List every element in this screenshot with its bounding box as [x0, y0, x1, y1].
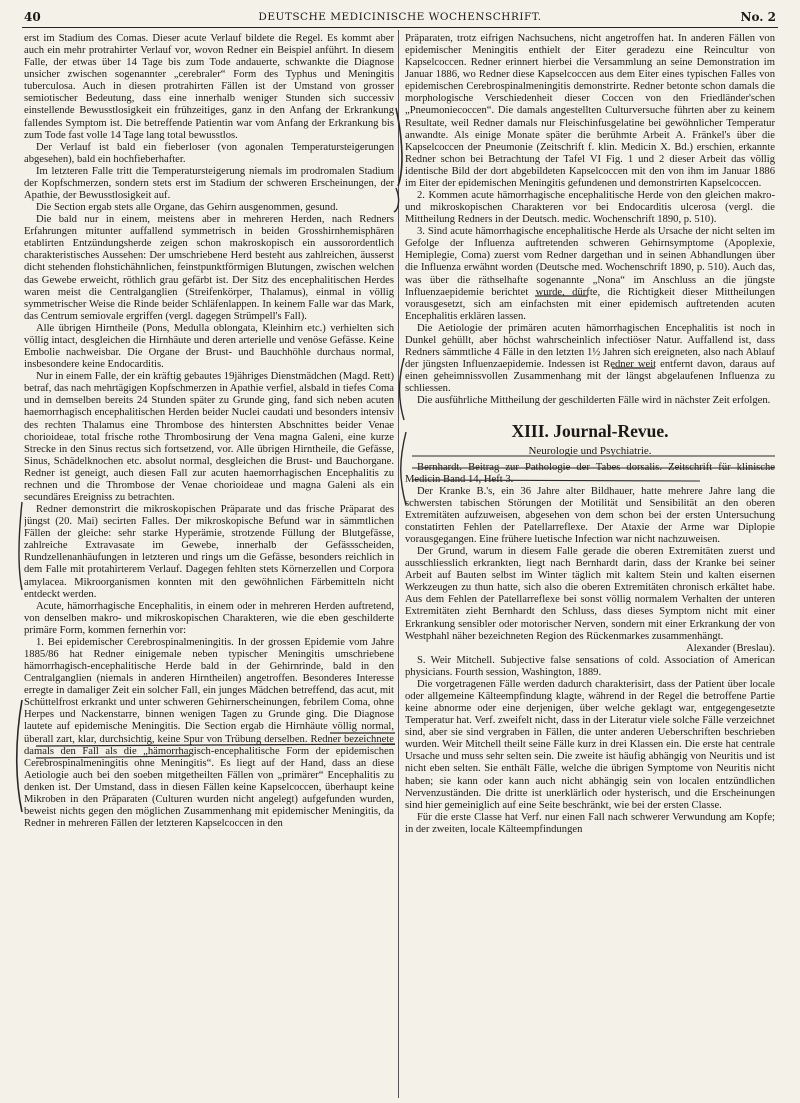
- paragraph: Präparaten, trotz eifrigen Nachsuchens, nicht angetroffen hat. In anderen Fällen von epidemischer Meningitis enthielt der Eiter geradezu eine Reincultur von Kapselcoccen. Redner erinnert hierbei die Versammlung an seine Demonstration im Januar 1886, wo Redner diese Kapselcoccen aus dem Eiter eines typischen Falles von epidemischen Cerebrospinalmeningitis demonstrirte. Redner betonte schon damals die morphologische Verschiedenheit dieser Coccen von den Friedländer'schen „Pneumoniecoccen“. Die damals angestellten Culturversuche führten aber zu keinem Resultate, weil Redner damals nur Fleischinfusgelatine bei gewöhnlicher Temperatur anwandte. Als einige Monate später die berühmte Arbeit A. Fränkel's über die Kapselcoccen der Pneumonie (Zeitschrift f. klin. Medicin X. Bd.) erschien, erkannte Redner schon bei Betrachtung der Tafel VI Fig. 1 und 2 dieser Arbeit das völlig identische Bild der dort abgebildeten Kapselcoccen mit den von ihm im Januar 1886 im Eiter der epidemischen Meningitis gefundenen und demonstrirten Kapselcoccen.: [405, 33, 775, 189]
- paragraph: Die ausführliche Mittheilung der geschilderten Fälle wird in nächster Zeit erfolgen.: [417, 395, 771, 407]
- margin-bracket-mark: [400, 358, 405, 420]
- header-rule: [22, 27, 778, 28]
- paragraph: erst im Stadium des Comas. Dieser acute Verlauf bildete die Regel. Es kommt aber auch ein mehr protrahirter Verlauf vor, wovon Redner ein Beispiel anführt. In diesem Falle, der etwas über 14 Tage bis zum Tode andauerte, schwankte die Diagnose unsicher zwischen sogenannter „cerebraler“ Form des Typhus und Meningitis tuberculosa. Auch in diesen protrahirten Fällen ist der Umstand von grosser semiotischer Bedeutung, dass eine innerhalb weniger Stunden sich successiv einstellende Bewusstlosigkeit ein frühzeitiges, ganz in den Anfang der Erkrankung fallendes Symptom ist. Die betreffende Patientin war vom Anfang der Erkrankung bis zum Tode fast volle 14 Tage lang total bewusstlos.: [24, 33, 394, 141]
- paragraph: 2. Kommen acute hämorrhagische encephalitische Herde von den gleichen makro- und mikroskopischen Charakteren vor bei Endocarditis ulcerosa (vergl. die Mittheilung Redners in der Deutsch. medic. Wochenschrift 1890, p. 510).: [405, 190, 775, 226]
- column-divider: [398, 30, 399, 1098]
- issue-number: No. 2: [740, 10, 776, 24]
- paragraph: Alle übrigen Hirntheile (Pons, Medulla oblongata, Kleinhirn etc.) verhielten sich völlig intact, desgleichen die Hirnhäute und deren arterielle und venöse Gefässe. Keine Embolie nachweisbar. Die Organe der Brust- und Bauchhöhle durchaus normal, insbesondere keine Endocarditis.: [24, 322, 394, 371]
- left-column: [24, 33, 394, 1099]
- paragraph: Im letzteren Falle tritt die Temperatursteigerung niemals im prodromalen Stadium der Kopfschmerzen, sondern stets erst im Stadium der schweren Erscheinungen, der Apathie, der Bewusstlosigkeit auf.: [24, 165, 394, 202]
- page-number: 40: [24, 10, 41, 24]
- paragraph: Der Kranke B.'s, ein 36 Jahre alter Bildhauer, hatte mehrere Jahre lang die schwersten tabischen Störungen der Motilität und Sensibilität an den oberen Extremitäten aufzuweisen, abgesehen von dem schon bei der ersten Untersuchung constatirten Fehlen der Patellarreflexe. Der Ataxie der Arme war Diplopie vorausgegangen. Eine frühere luetische Infection war nicht nachzuweisen.: [405, 485, 775, 545]
- section-heading: XIII. Journal-Revue.: [511, 421, 669, 442]
- paragraph: Acute, hämorrhagische Encephalitis, in einem oder in mehreren Herden auftretend, von denselben makro- und mikroskopischen Charakteren, wie die eben geschilderte primäre Form, kommen fernerhin vor:: [24, 600, 394, 636]
- paragraph: Die Aetiologie der primären acuten hämorrhagischen Encephalitis ist noch in Dunkel gehüllt, aber höchst wahrscheinlich infectiöser Natur. Auffallend ist, dass Redners sämmtliche 4 Fälle in den letzten 1½ Jahren sich ereigneten, also nach Ablauf der jüngsten Influenzaepidemie. Indessen ist Redner weit entfernt davon, daraus auf einen geheimnissvollen Zusammenhang mit der längst abgelaufenen Influenza zu schliessen.: [405, 322, 775, 395]
- paragraph: Redner demonstrirt die mikroskopischen Präparate und das frische Präparat des jüngst (20. Mai) secirten Falles. Der mikroskopische Befund war in sämmtlichen Fällen der gleiche: sehr starke Hyperämie, strotzende Füllung der Blutgefässe, zahlreiche Extravasate im Gewebe, innerhalb der Gefässscheiden, Rundzellenanhäufungen in letzteren und rings um die Gefässe, besonders reichlich in dem Falle mit protahirterem Verlauf. Dagegen fehlten stets Körnerzellen und Corpora amylacea. Mikroorganismen konnten mit den gewöhnlichen Färbemitteln nicht entdeckt werden.: [24, 504, 394, 600]
- right-column: [405, 33, 775, 1099]
- paragraph: Die bald nur in einem, meistens aber in mehreren Herden, nach Redners Erfahrungen mitunter auffallend symmetrisch in beiden Grosshirnhemisphären etablirten Entzündungsherde zeigen schon makroskopisch ein aussorordentlich charakteristisches Aussehen: Der umschriebene Herd besteht aus zahlreichen, äusserst dicht stehenden flohstichähnlichen, feinstpunktförmigen Blutungen, zwischen welchen das Gewebe erweicht, röthlich grau gefärbt ist. Der Sitz des encephalitischen Herdes waren meist die Centralganglien (Streifenkörper, Thalamus), einmal in völlig symmetrischer Weise die Rinde beider Schläfenlappen. In keinem Falle war das Mark, das Centrum semiovale ergriffen (vergl. dagegen Strümpell's Fall).: [24, 214, 394, 322]
- paragraph: 1. Bei epidemischer Cerebrospinalmeningitis. In der grossen Epidemie vom Jahre 1885/86 hat Redner einigemale neben typischer Meningitis umschriebene hämorrhagisch-encephalitische Herde bald in der Gehirnrinde, bald in den Centralganglien (niemals in anderen Hirntheilen) angetroffen. Besonderes Interesse erregte in damaliger Zeit ein solcher Fall, ein junges Mädchen betreffend, das acut, mit Schüttelfrost erkrankt und unter schweren Gehirnerscheinungen, febrilem Coma, ohne Herpes und Nackenstarre, binnen wenigen Tagen zu Grunde ging. Die Diagnose lautete auf epidemische Meningitis. Die Section ergab die Hirnhäute völlig normal, überall zart, klar, durchsichtig, keine Spur von Trübung derselben. Redner bezeichnete damals den Fall als die „hämorrhagisch-encephalitische Form der epidemischen Cerebrospinalmeningitis ohne Meningitis“. Es liegt auf der Hand, dass an diese Aetiologie auch bei den soeben mitgetheilten Fällen von „primärer“ Encephalitis zu denken ist. Der Umstand, dass in diesen Fällen keine Kapselcoccen, überhaupt keine Mikroben in den Präparaten (Culturen wurden nicht angelegt) aufgefunden wurden, beweist nichts gegen den möglichen Zusammenhang mit epidemischer Meningitis, da Redner in mehreren Fällen der letzteren Kapselcoccen in den: [24, 636, 394, 830]
- journal-title: DEUTSCHE MEDICINISCHE WOCHENSCHRIFT.: [258, 11, 542, 23]
- author-signature: Alexander (Breslau).: [686, 642, 775, 654]
- paragraph: Der Grund, warum in diesem Falle gerade die oberen Extremitäten zuerst und ausschliesslich erkrankten, liegt nach Bernhardt darin, dass der Kranke bei seiner Arbeit auf Bauten selbst im Winter täglich mit kaltem Stein und kalten eisernen Werkzeugen zu thun hatte, sich also die oberen Extremitäten chronisch erkältet habe. Aus dem Fehlen der Patellarreflexe bei sonst völlig normalem Verhalten der unteren Extremitäten zieht Bernhardt den Schluss, dass dieses Symptom nicht mit einer Erkrankung sensibler oder motorischer Nerven, sondern mit einer Erkrankung der von Westphahl näher bezeichneten Region des Rückenmarkes zusammenhängt.: [405, 546, 775, 642]
- paragraph: Für die erste Classe hat Verf. nur einen Fall nach schwerer Verwundung am Kopfe; in der zweiten, locale Kälteempfindungen: [405, 811, 775, 835]
- section-subheading: Neurologie und Psychiatrie.: [528, 445, 652, 458]
- paragraph: Die Section ergab stets alle Organe, das Gehirn ausgenommen, gesund.: [36, 202, 339, 214]
- paragraph: Nur in einem Falle, der ein kräftig gebautes 19jähriges Dienstmädchen (Magd. Rett) betraf, das nach mehrtägigen Kopfschmerzen in Apathie verfiel, alsbald in tiefes Coma und in demselben bereits 24 Stunden später zu Grunde ging, fand sich neben acuten haemorrhagisch encephalitischen Herden beider Nuclei caudati und besonders intensiv des rechten Thalamus eine Thrombose des hintersten Abschnittes beider Venae chorioideae, total frische rothe Thrombosirung der Vena magna Galeni, eine kurze Strecke in den Sinus rectus sich fortsetzend, vor. Alle übrigen Hirntheile, die Gefässe, Sinus, Schädelknochen etc. absolut normal, desgleichen die Brust- und Bauchorgane. Redner ist geneigt, auch diesen Fall zur acuten haemorrhagischen Encephalitis zu rechnen und die Thrombose der Venae chorioideae und magna Galeni als ein secundäres Ereigniss zu betrachten.: [24, 371, 394, 503]
- paragraph: Bernhardt. Beitrag zur Pathologie der Tabes dorsalis. Zeitschrift für klinische Medicin Band 14, Heft 3.: [405, 461, 775, 485]
- paragraph: 3. Sind acute hämorrhagische encephalitische Herde als Ursache der nicht selten im Gefolge der Influenza auftretenden schweren Gehirnsymptome (Apoplexie, Hemiplegie, Coma) zuerst vom Redner dargethan und in seinen Abhandlungen über die Influenza erwähnt worden (Deutsche med. Wochenschrift 1890, p. 510). Auch das, was über die räthselhafte sogenannte „Nona“ im Anschluss an die jüngste Influenzaepidemie berichtet wurde, dürfte, die Richtigkeit dieser Mittheilungen vorausgesetzt, sich am einfachsten mit einer epidemisch auftretenden acuten Encephalitis erklären lassen.: [405, 226, 775, 322]
- paragraph: S. Weir Mitchell. Subjective false sensations of cold. Association of American physicians. Fourth session, Washington, 1889.: [405, 654, 775, 678]
- paragraph: Die vorgetragenen Fälle werden dadurch charakterisirt, dass der Patient über locale oder allgemeine Kälteempfindung klagte, während in der Regel die betroffene Partie keine abnorme oder eine derjenigen, über welche geklagt war, entgegengesetzte Temperatur hat. Verf. zweifelt nicht, dass in der Literatur viele solche Fälle verzeichnet sind, aber sie sind vergraben in Fällen, die unter anderen Ueberschriften beschrieben wurden. Weir Mitchell theilt seine Fälle kurz in drei Klassen ein. Die erste hat centrale Ursache und muss sehr selten sein. Die zweite ist häufig abhängig von Neuritis und ist nicht eben selten. Sie enthält Fälle, welche die übrigen Symptome von Neuritis nicht haben; sie kann oder kann auch nicht abhängig sein von localen entzündlichen Nervenzuständen. Die dritte ist unerklärlich oder hysterisch, und die Erscheinungen sind hier gemeiniglich auf eine Seite beschränkt, wie bei der ersten Classe.: [405, 678, 775, 811]
- margin-bracket-mark: [19, 502, 22, 590]
- paragraph: Der Verlauf ist bald ein fieberloser (von agonalen Temperatursteigerungen abgesehen), bald ein hochfieberhafter.: [24, 141, 394, 165]
- margin-bracket-mark: [17, 700, 22, 812]
- page-header: [24, 6, 776, 26]
